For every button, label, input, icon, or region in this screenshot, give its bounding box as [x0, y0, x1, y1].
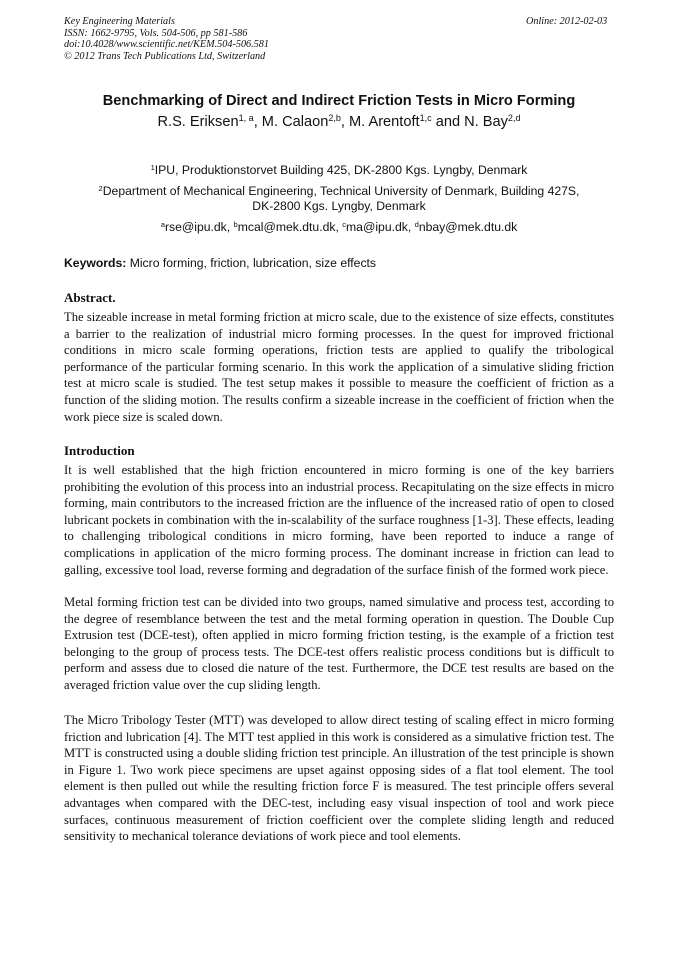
email-link[interactable]: mcal@mek.dtu.dk: [237, 220, 336, 234]
author-affiliation-mark: 2,b: [328, 113, 341, 124]
introduction-paragraph-2: Metal forming friction test can be divided into two groups, named simulative and process test, according to the degree of resemblance between the test and the metal forming operation in question. The Double Cup Extrusion test (DCE-test), often applied in micro forming friction testing, is the example of a friction test belonging to the group of process tests. The DCE-test offers realistic process conditions but is difficult to perform and assess due to closed die nature of the test. Furthermore, the DCE test results are based on the averaged friction value over the cup sliding length.: [64, 595, 614, 692]
abstract-heading: Abstract.: [64, 290, 116, 305]
introduction-paragraph-3: The Micro Tribology Tester (MTT) was developed to allow direct testing of scaling effect in micro forming friction and lubrication [4]. The MTT test applied in this work is considered as a simulative friction test. The MTT is constructed using a double sliding friction test principle. An illustration of the test principle is shown in Figure 1. Two work piece specimens are upset against opposing sides of a flat tool element. The tool element is then pulled out while the resulting friction force F is measured. The test principle offers several advantages when compared with the DEC-test, including easy visual inspection of tool and work piece surfaces, continuous measurement of friction coefficient over the complete sliding length and reduced sensitivity to mechanical tolerance deviations of work piece and tool elements.: [64, 713, 614, 844]
abstract-paragraph: The sizeable increase in metal forming friction at micro scale, due to the existence of size effects, constitutes a barrier to the realization of industrial micro forming processes. In the quest for improved frictional conditions in micro scale forming operations, friction tests are applied to qualify the tribological performance of the particular forming scenario. In this work the application of a simulative sliding friction test at micro scale is studied. The test setup makes it possible to measure the coefficient of friction as a function of the sliding motion. The results confirm a sizeable increase in the coefficient of friction when the work piece size is scaled down.: [64, 310, 614, 424]
email-separator: ,: [335, 220, 343, 234]
email-link[interactable]: ma@ipu.dk: [346, 220, 408, 234]
online-date: Online: 2012-02-03: [526, 16, 608, 27]
author-affiliation-mark: 2,d: [507, 113, 521, 124]
affiliation-2: [40, 184, 638, 214]
journal-header: [64, 16, 269, 62]
author-separator: ,: [340, 114, 349, 130]
affiliation-text: Department of Mechanical Engineering, Technical University of Denmark, Building 427S,: [102, 184, 580, 198]
author-name: R.S. Eriksen: [157, 114, 239, 130]
email-list: [40, 220, 638, 235]
author-name: M. Arentoft: [349, 114, 420, 130]
email-mark: c: [342, 219, 347, 229]
author-list: [40, 113, 638, 131]
affiliation-mark: 2: [98, 183, 103, 193]
author-separator: and: [431, 114, 465, 130]
author-affiliation-mark: 1,c: [419, 113, 432, 124]
journal-name: Key Engineering Materials: [64, 16, 175, 27]
email-link[interactable]: nbay@mek.dtu.dk: [418, 220, 518, 234]
issn-line: ISSN: 1662-9795, Vols. 504-506, pp 581-586: [64, 27, 248, 39]
email-separator: ,: [407, 220, 415, 234]
keywords-line: [64, 256, 376, 271]
author-affiliation-mark: 1, a: [238, 113, 254, 124]
affiliation-text-line2: DK-2800 Kgs. Lyngby, Denmark: [252, 199, 426, 213]
affiliation-text: IPU, Produktionstorvet Building 425, DK-2800 Kgs. Lyngby, Denmark: [154, 163, 528, 177]
email-link[interactable]: rse@ipu.dk: [164, 220, 227, 234]
email-separator: ,: [226, 220, 234, 234]
paper-title: Benchmarking of Direct and Indirect Friction Tests in Micro Forming: [102, 93, 576, 109]
author-separator: ,: [253, 114, 262, 130]
affiliation-mark: 1: [150, 162, 155, 172]
email-mark: b: [233, 219, 238, 229]
keywords-text: Micro forming, friction, lubrication, size effects: [126, 256, 377, 270]
email-mark: a: [160, 219, 165, 229]
author-name: N. Bay: [464, 114, 508, 130]
author-name: M. Calaon: [261, 114, 329, 130]
doi-line[interactable]: doi:10.4028/www.scientific.net/KEM.504-506.581: [64, 39, 269, 51]
introduction-heading: Introduction: [64, 443, 135, 458]
email-mark: d: [414, 219, 419, 229]
copyright-line: © 2012 Trans Tech Publications Ltd, Switzerland: [64, 50, 266, 62]
affiliation-1: [40, 163, 638, 178]
keywords-label: Keywords:: [64, 256, 127, 270]
introduction-paragraph-1: It is well established that the high friction encountered in micro forming is one of the key barriers prohibiting the evolution of this process into an industrial process. Recapitulating on the size effects in micro forming, main contributors to the increased friction are the influence of the increased ratio of open to closed lubricant pockets in combination with the in-scalability of the surface roughness [1-3]. These effects, leading to challenging tribological conditions in micro forming, have been reported to induce a range of complications in application of the micro forming process. The dominant increase in friction can lead to galling, excessive tool load, reverse forming and degradation of the surface finish of the formed work piece.: [64, 463, 614, 577]
